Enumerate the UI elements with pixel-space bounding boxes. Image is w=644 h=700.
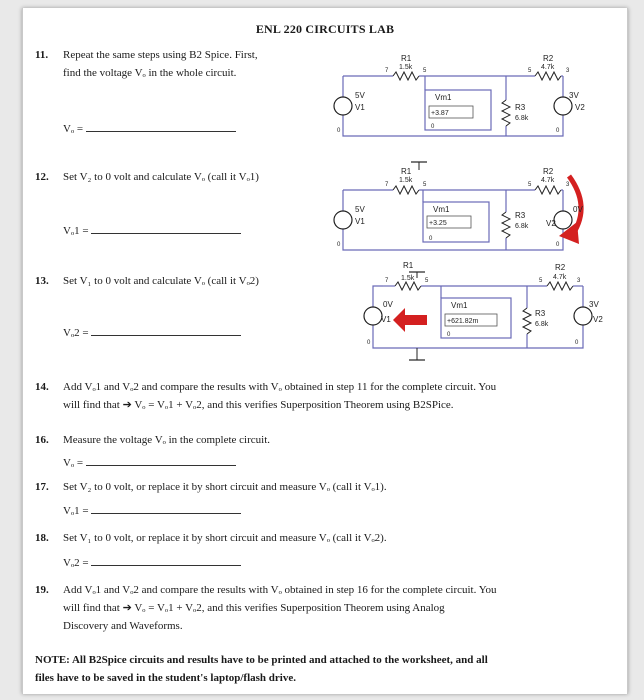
step-18-answer-label: Vₒ2 = — [63, 557, 89, 569]
v2-source-icon — [574, 307, 592, 325]
step-17-answer-blank — [91, 502, 241, 514]
step-17-answer — [63, 502, 241, 519]
step-11-text-line1: Repeat the same steps using B2 Spice. First, — [63, 49, 258, 61]
r1-resistor-icon — [393, 72, 419, 80]
note-line1: NOTE: All B2Spice circuits and results have to be printed and attached to the worksheet, and all — [35, 654, 488, 666]
step-13-number: 13. — [35, 275, 49, 287]
step-17-number: 17. — [35, 481, 49, 493]
step-18-answer — [63, 554, 241, 571]
r1-value: 1.5k — [399, 64, 413, 71]
r2-label: R2 — [543, 167, 554, 176]
r3-resistor-icon — [502, 212, 510, 238]
v2-label: V2 — [546, 219, 556, 228]
r2-value: 4.7k — [553, 274, 567, 281]
node-5a: 5 — [423, 68, 427, 74]
step-18-number: 18. — [35, 532, 49, 544]
step-16-answer-label: Vₒ = — [63, 457, 84, 469]
voltmeter-label: Vm1 — [435, 93, 452, 102]
step-19-text-line3: Discovery and Waveforms. — [63, 620, 183, 632]
node-5a: 5 — [425, 278, 429, 284]
node-3: 3 — [577, 278, 581, 284]
v1-value: 0V — [383, 300, 393, 309]
circuit-v2-zero — [323, 156, 588, 266]
node-0a: 0 — [337, 128, 341, 134]
node-5a: 5 — [423, 182, 427, 188]
step-18-answer-blank — [91, 554, 241, 566]
node-7: 7 — [385, 278, 389, 284]
step-14-text-line2: will find that ➔ Vₒ = Vₒ1 + Vₒ2, and this verifies Superposition Theorem using B2SPice. — [63, 399, 454, 411]
r1-label: R1 — [401, 54, 412, 63]
step-11-number: 11. — [35, 49, 49, 61]
node-0c: 0 — [575, 340, 579, 346]
r3-label: R3 — [515, 103, 526, 112]
voltmeter-label: Vm1 — [451, 301, 468, 310]
r1-label: R1 — [401, 167, 412, 176]
r1-resistor-icon — [393, 186, 419, 194]
node-3: 3 — [566, 182, 570, 188]
v2-value: 0V — [573, 205, 583, 214]
voltmeter-reading: +3.25 — [429, 220, 447, 227]
step-12-number: 12. — [35, 171, 49, 183]
step-16-answer — [63, 454, 236, 471]
node-7: 7 — [385, 182, 389, 188]
node-0a: 0 — [367, 340, 371, 346]
node-0c: 0 — [556, 242, 560, 248]
step-19-text-line2: will find that ➔ Vₒ = Vₒ1 + Vₒ2, and this verifies Superposition Theorem using Analog — [63, 602, 445, 614]
step-12-answer-blank — [91, 222, 241, 234]
node-0b: 0 — [447, 332, 451, 338]
r1-value: 1.5k — [401, 275, 415, 282]
r3-value: 6.8k — [515, 115, 529, 122]
r3-resistor-icon — [523, 308, 531, 334]
r2-resistor-icon — [547, 282, 573, 290]
step-12-answer-label: Vₒ1 = — [63, 225, 89, 237]
r1-resistor-icon — [395, 282, 421, 290]
v2-label: V2 — [593, 315, 603, 324]
node-5b: 5 — [528, 68, 532, 74]
step-19-number: 19. — [35, 584, 49, 596]
worksheet-page — [22, 8, 628, 694]
node-0c: 0 — [556, 128, 560, 134]
step-13-answer — [63, 324, 241, 341]
v1-label: V1 — [355, 217, 365, 226]
step-13-answer-blank — [91, 324, 241, 336]
step-11-answer-label: Vₒ = — [63, 123, 84, 135]
v1-value: 5V — [355, 91, 365, 100]
node-0b: 0 — [431, 124, 435, 130]
red-arrow-icon — [393, 308, 427, 332]
voltmeter-reading: +621.82m — [447, 318, 479, 325]
v1-label: V1 — [355, 103, 365, 112]
step-14-number: 14. — [35, 381, 49, 393]
node-0a: 0 — [337, 242, 341, 248]
r2-value: 4.7k — [541, 177, 555, 184]
v2-label: V2 — [575, 103, 585, 112]
r3-resistor-icon — [502, 100, 510, 126]
step-12-answer — [63, 222, 241, 239]
note-line2: files have to be saved in the student's laptop/flash drive. — [35, 672, 296, 684]
circuit-v1-zero — [323, 260, 603, 372]
step-16-text: Measure the voltage Vₒ in the complete circuit. — [63, 434, 271, 446]
v2-value: 3V — [569, 91, 579, 100]
node-3: 3 — [566, 68, 570, 74]
step-12-text: Set V₂ to 0 volt and calculate Vₒ (call it Vₒ1) — [63, 171, 259, 183]
step-11-answer-blank — [86, 120, 236, 132]
v2-source-icon — [554, 211, 572, 229]
node-5b: 5 — [528, 182, 532, 188]
r1-value: 1.5k — [399, 177, 413, 184]
circuit-complete — [323, 48, 588, 148]
r2-label: R2 — [555, 263, 566, 272]
r2-value: 4.7k — [541, 64, 555, 71]
node-0b: 0 — [429, 236, 433, 242]
v1-source-icon — [334, 211, 352, 229]
step-13-answer-label: Vₒ2 = — [63, 327, 89, 339]
step-16-number: 16. — [35, 434, 49, 446]
page-title: ENL 220 CIRCUITS LAB — [255, 22, 395, 36]
step-17-text: Set V₂ to 0 volt, or replace it by short circuit and measure Vₒ (call it Vₒ1). — [63, 481, 387, 493]
r3-label: R3 — [515, 211, 526, 220]
step-16-answer-blank — [86, 454, 236, 466]
r2-resistor-icon — [535, 186, 561, 194]
node-5b: 5 — [539, 278, 543, 284]
step-11-answer — [63, 120, 236, 137]
node-7: 7 — [385, 68, 389, 74]
r3-label: R3 — [535, 309, 546, 318]
v1-source-icon — [364, 307, 382, 325]
step-18-text: Set V₁ to 0 volt, or replace it by short circuit and measure Vₒ (call it Vₒ2). — [63, 532, 387, 544]
r2-label: R2 — [543, 54, 554, 63]
step-17-answer-label: Vₒ1 = — [63, 505, 89, 517]
step-13-text: Set V₁ to 0 volt and calculate Vₒ (call it Vₒ2) — [63, 275, 259, 287]
voltmeter-reading: +3.87 — [431, 110, 449, 117]
r3-value: 6.8k — [515, 223, 529, 230]
v1-source-icon — [334, 97, 352, 115]
v2-value: 3V — [589, 300, 599, 309]
v1-label: V1 — [381, 315, 391, 324]
r1-label: R1 — [403, 261, 414, 270]
v1-value: 5V — [355, 205, 365, 214]
voltmeter-label: Vm1 — [433, 205, 450, 214]
r2-resistor-icon — [535, 72, 561, 80]
r3-value: 6.8k — [535, 321, 549, 328]
step-11-text-line2: find the voltage Vₒ in the whole circuit. — [63, 67, 237, 79]
step-14-text-line1: Add Vₒ1 and Vₒ2 and compare the results with Vₒ obtained in step 11 for the complete circuit. You — [63, 381, 497, 393]
step-19-text-line1: Add Vₒ1 and Vₒ2 and compare the results with Vₒ obtained in step 16 for the complete circuit. You — [63, 584, 497, 596]
